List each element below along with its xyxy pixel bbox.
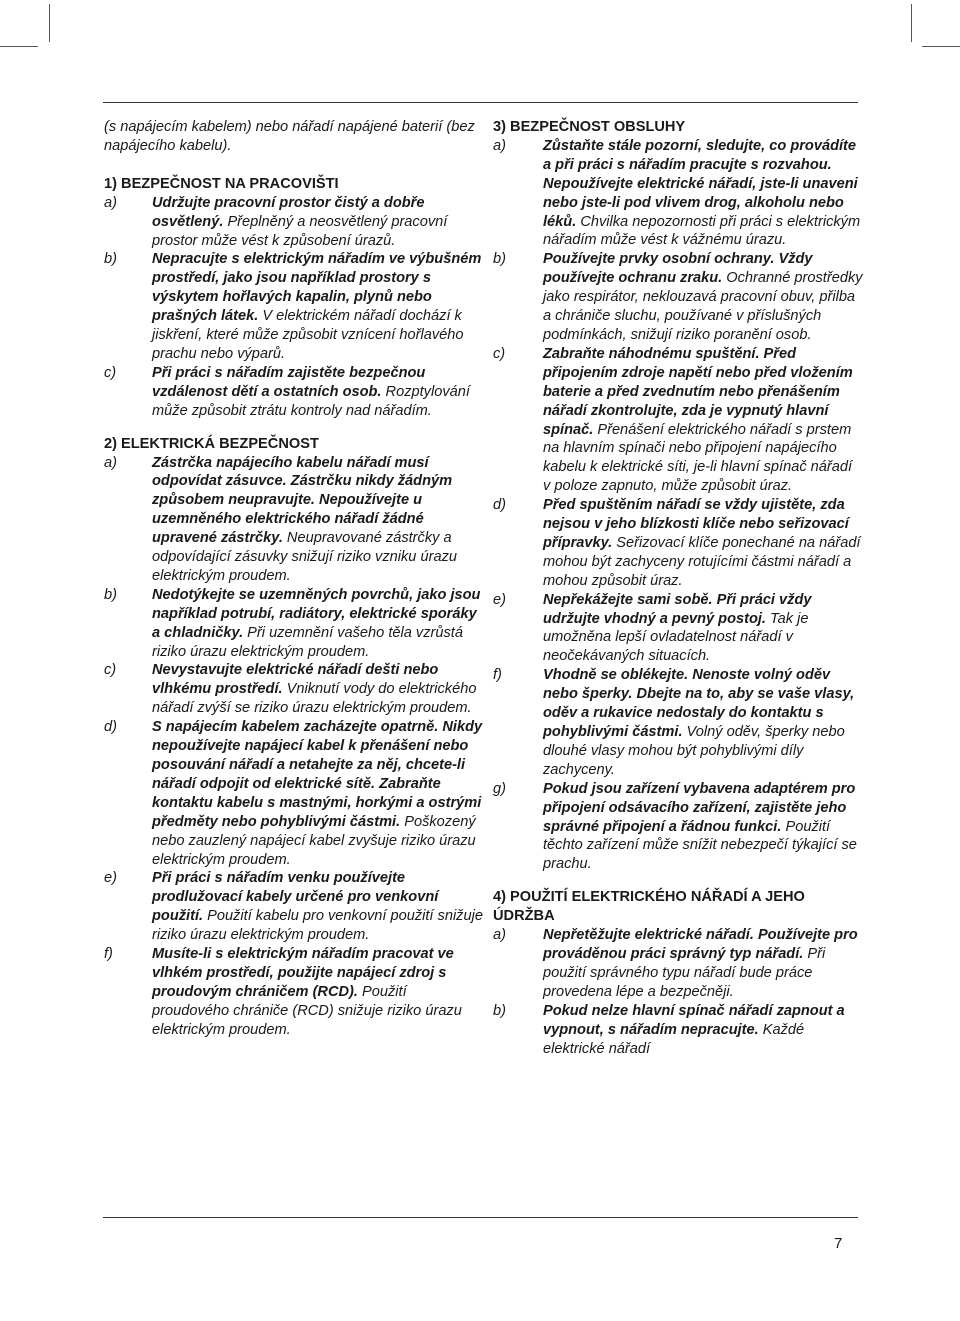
section-1-items [104,194,484,421]
list-item: c) Zabraňte náhodnému spuštění. Před připojením zdroje napětí nebo před vložením baterie a před zvednutím nebo přenášením nářadí zkontrolujte, zda je vypnutý hlavní spínač. Přenášení elektrického nářadí s prstem na hlavním spínači nebo připojení napájecího kabelu k elektrické síti, je-li hlavní spínač nářadí v poloze zapnuto, může způsobit úraz. [493,345,853,495]
list-item: b) Nedotýkejte se uzemněných povrchů, jako jsou například potrubí, radiátory, elektrické sporáky a chladničky. Při uzemnění vašeho těla vzrůstá riziko úrazu elektrickým proudem. [104,586,481,660]
list-item: c) Při práci s nářadím zajistěte bezpečnou vzdálenost dětí a ostatních osob. Rozptylování může způsobit ztrátu kontroly nad nářadím. [104,364,470,419]
list-item: a) Zástrčka napájecího kabelu nářadí musí odpovídat zásuvce. Zástrčku nikdy žádným způsobem neupravujte. Nepoužívejte u uzemněného elektrického nářadí žádné upravené zástrčky. Neupravované zástrčky a odpovídající zásuvky snižují riziko vzniku úrazu elektrickým proudem. [104,454,457,584]
crop-mark [0,46,38,47]
list-item: e) Nepřekážejte sami sobě. Při práci vždy udržujte vhodný a pevný postoj. Tak je umožněna lepší ovladatelnost nářadí v neočekávaných situacích. [493,591,812,665]
list-item: d) S napájecím kabelem zacházejte opatrně. Nikdy nepoužívejte napájecí kabel k přenášení nebo posouvání nářadí a netahejte za něj, chcete-li nářadí odpojit od elektrické sítě. Zabraňte kontaktu kabelu s mastnými, horkými a ostrými předměty nebo pohyblivými částmi. Poškozený nebo zauzlený napájecí kabel zvyšuje riziko úrazu elektrickým proudem. [104,719,483,868]
section-heading-4: 4) POUŽITÍ ELEKTRICKÉHO NÁŘADÍ A JEHO ÚDRŽBA [493,889,805,925]
intro-text: (s napájecím kabelem) nebo nářadí napájené baterií (bez napájecího kabelu). [104,119,475,154]
crop-mark [49,4,50,42]
list-item: a) Nepřetěžujte elektrické nářadí. Používejte pro prováděnou práci správný typ nářadí. Při použití správného typu nářadí bude práce provedena lépe a bezpečněji. [493,927,858,1000]
list-item: g) Pokud jsou zařízení vybavena adaptérem pro připojení odsávacího zařízení, zajistěte jeho správné připojení a řádnou funkci. Použití těchto zařízení může snížit nebezpečí týkající se prachu. [493,780,857,873]
list-item: b) Používejte prvky osobní ochrany. Vždy používejte ochranu zraku. Ochranné prostředky jako respirátor, neklouzavá pracovní obuv, přilba a chrániče sluchu, používané v příslušných podmínkách, snižují riziko poranění osob. [493,251,863,343]
section-heading-2: 2) ELEKTRICKÁ BEZPEČNOST [104,435,319,452]
section-heading-3: 3) BEZPEČNOST OBSLUHY [493,119,686,135]
list-item: f) Vhodně se oblékejte. Nenoste volný oděv nebo šperky. Dbejte na to, aby se vaše vlasy, oděv a rukavice nedostaly do kontaktu s pohyblivými částmi. Volný oděv, šperky nebo dlouhé vlasy mohou být pohyblivými díly zachyceny. [493,667,855,778]
list-item: b) Pokud nelze hlavní spínač nářadí zapnout a vypnout, s nářadím nepracujte. Každé elektrické nářadí [493,1002,845,1057]
list-item: b) Nepracujte s elektrickým nářadím ve výbušném prostředí, jako jsou například prostory s výskytem hořlavých kapalin, plynů nebo prašných látek. V elektrickém nářadí dochází k jiskření, které může způsobit vznícení hořlavého prachu nebo výparů. [104,251,482,362]
crop-mark [911,4,912,42]
list-item: e) Při práci s nářadím venku používejte prodlužovací kabely určené pro venkovní použití. Použití kabelu pro venkovní použití snižuje riziko úrazu elektrickým proudem. [104,870,483,944]
list-item: c) Nevystavujte elektrické nářadí dešti nebo vlhkému prostředí. Vniknutí vody do elektrického nářadí zvýší se riziko úrazu elektrickým proudem. [104,662,477,717]
section-heading-1: 1) BEZPEČNOST NA PRACOVIŠTI [104,175,339,192]
header-rule [103,102,858,103]
right-column [493,118,863,1058]
list-item: a) Zůstaňte stále pozorní, sledujte, co provádíte a při práci s nářadím pracujte s rozvahou. Nepoužívejte elektrické nářadí, jste-li unaveni nebo jste-li pod vlivem drog, alkoholu nebo léků. Chvilka nepozornosti při práci s elektrickým nářadím může vést k vážnému úrazu. [493,137,861,249]
page-number: 7 [834,1235,843,1252]
crop-mark [922,46,960,47]
left-column [104,118,484,1040]
section-3-items [493,137,863,874]
footer-rule [103,1217,858,1218]
list-item: f) Musíte-li s elektrickým nářadím pracovat ve vlhkém prostředí, použijte napájecí zdroj s proudovým chráničem (RCD). Použití proudového chrániče (RCD) snižuje riziko úrazu elektrickým proudem. [104,946,462,1038]
section-4-items [493,926,863,1058]
list-item: d) Před spuštěním nářadí se vždy ujistěte, zda nejsou v jeho blízkosti klíče nebo seřizovací přípravky. Seřizovací klíče ponechané na nářadí mohou být zachyceny rotujícími částmi nářadí a mohou způsobit úraz. [493,497,861,589]
list-item: a) Udržujte pracovní prostor čistý a dobře osvětlený. Přeplněný a neosvětlený pracovní prostor může vést k způsobení úrazů. [104,194,448,249]
section-2-items [104,454,484,1040]
